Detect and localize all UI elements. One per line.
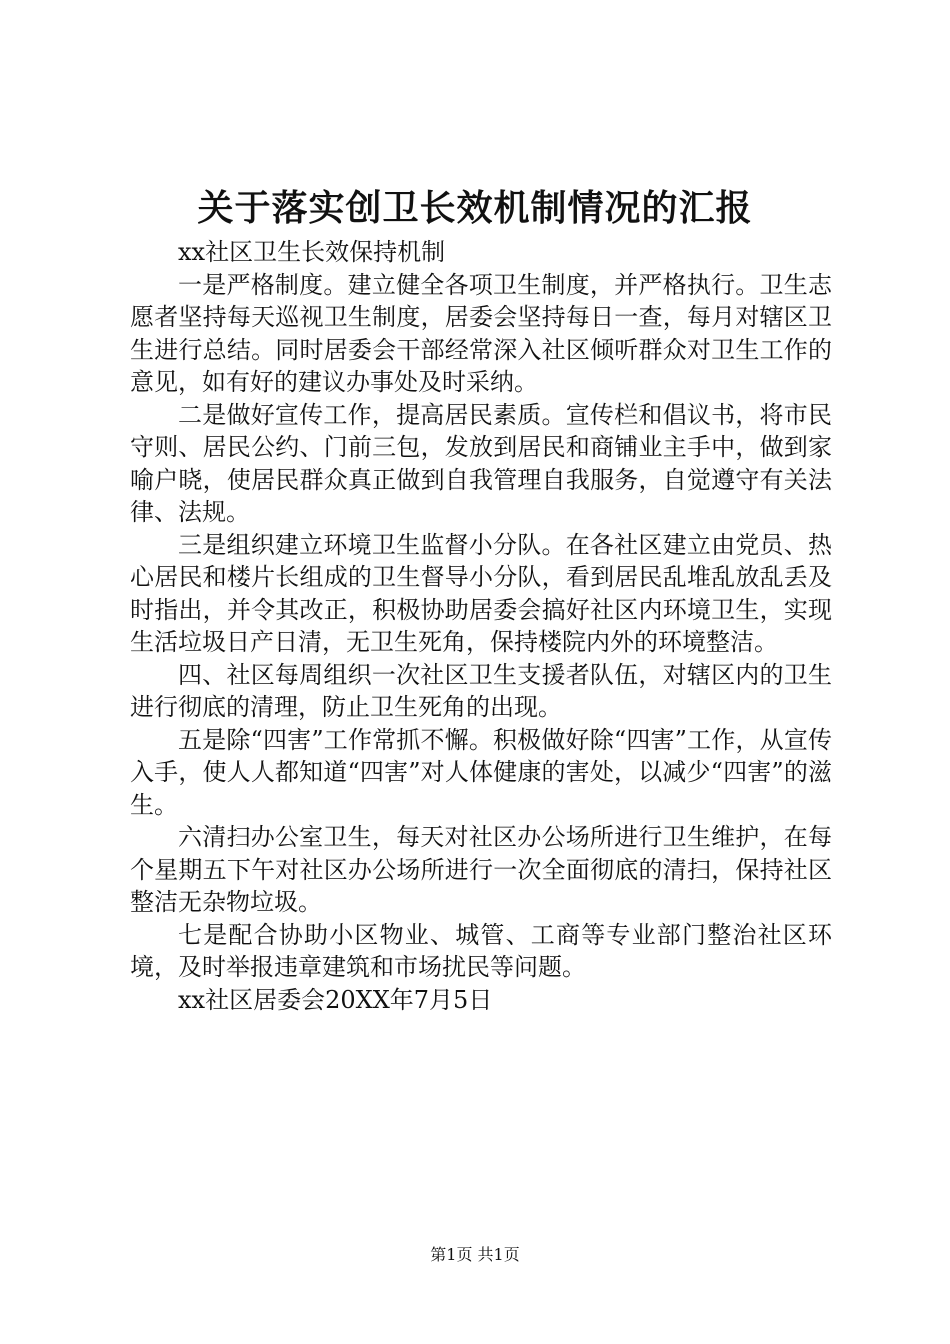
- paragraph-6: 六清扫办公室卫生，每天对社区办公场所进行卫生维护，在每个星期五下午对社区办公场所进行一次全面彻底的清扫，保持社区整洁无杂物垃圾。: [130, 823, 832, 916]
- document-title: 关于落实创卫长效机制情况的汇报: [197, 187, 753, 229]
- paragraph-5: 五是除“四害”工作常抓不懈。积极做好除“四害”工作，从宣传入手，使人人都知道“四害”对人体健康的害处，以减少“四害”的滋生。: [130, 725, 832, 819]
- page-footer: 第1页 共1页: [430, 1245, 520, 1264]
- document-body: [130, 236, 832, 1016]
- paragraph-7: 七是配合协助小区物业、城管、工商等专业部门整治社区环境，及时举报违章建筑和市场扰民等问题。: [130, 920, 832, 981]
- paragraph-1: 一是严格制度。建立健全各项卫生制度，并严格执行。卫生志愿者坚持每天巡视卫生制度，居委会坚持每日一查，每月对辖区卫生进行总结。同时居委会干部经常深入社区倾听群众对卫生工作的意见，如有好的建议办事处及时采纳。: [130, 270, 832, 396]
- signature-date: xx社区居委会20XX年7月5日: [178, 985, 493, 1014]
- subtitle-paragraph: xx社区卫生长效保持机制: [178, 238, 446, 266]
- paragraph-2: 二是做好宣传工作，提高居民素质。宣传栏和倡议书，将市民守则、居民公约、门前三包，发放到居民和商铺业主手中，做到家喻户晓，使居民群众真正做到自我管理自我服务，自觉遵守有关法律、法规。: [130, 400, 832, 526]
- paragraph-3: 三是组织建立环境卫生监督小分队。在各社区建立由党员、热心居民和楼片长组成的卫生督导小分队，看到居民乱堆乱放乱丢及时指出，并令其改正，积极协助居委会搞好社区内环境卫生，实现生活垃圾日产日清，无卫生死角，保持楼院内外的环境整洁。: [130, 530, 832, 656]
- paragraph-4: 四、社区每周组织一次社区卫生支援者队伍，对辖区内的卫生进行彻底的清理，防止卫生死角的出现。: [130, 660, 832, 721]
